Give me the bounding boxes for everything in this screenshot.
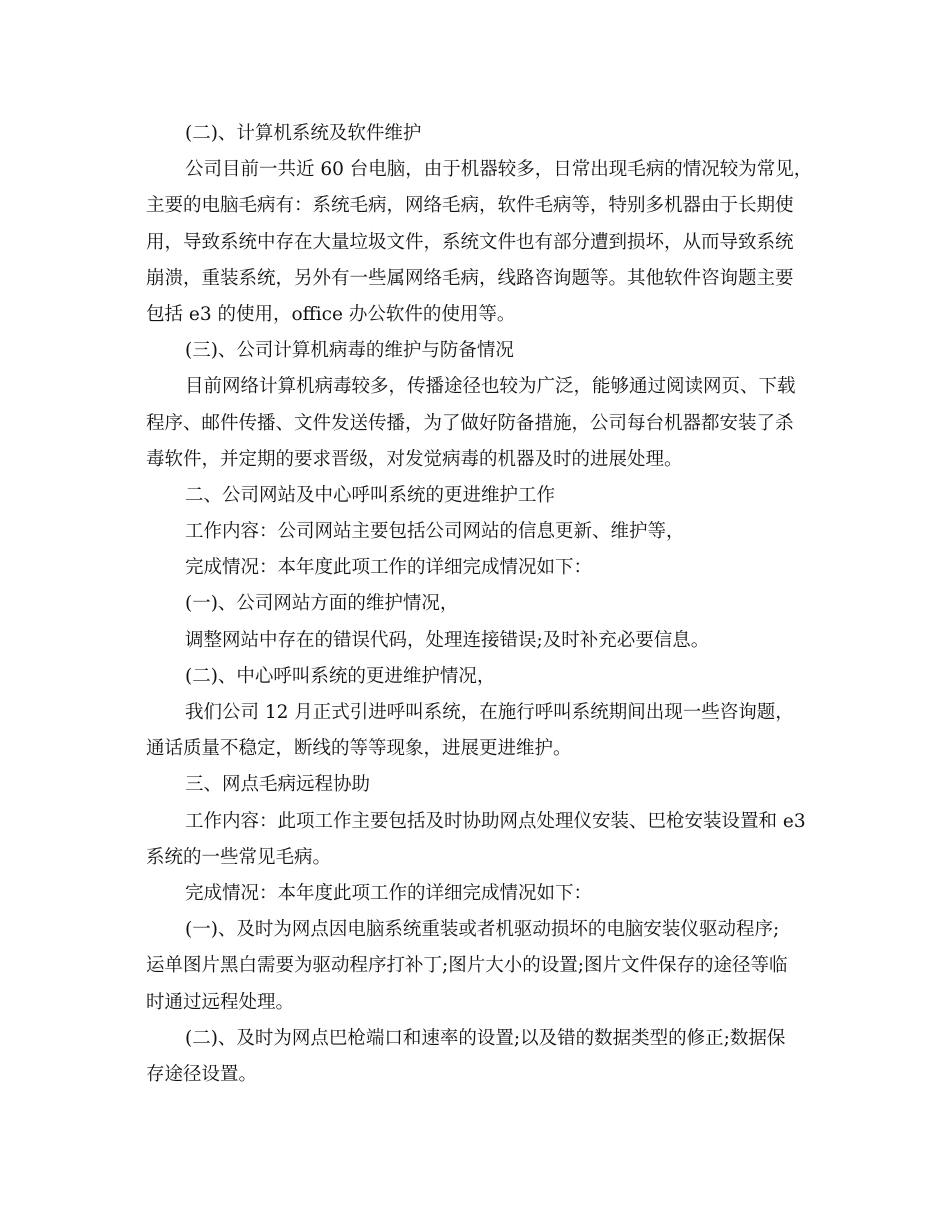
paragraph-line: 完成情况：本年度此项工作的详细完成情况如下： <box>185 557 593 579</box>
paragraph-line: 包括 e3 的使用，office 办公软件的使用等。 <box>146 303 516 325</box>
paragraph-line: 系统的一些常见毛病。 <box>146 846 332 868</box>
paragraph-line: 主要的电脑毛病有：系统毛病，网络毛病，软件毛病等，特别多机器由于长期使 <box>146 195 794 217</box>
paragraph-line: 工作内容：此项工作主要包括及时协助网点处理仪安装、巴枪安装设置和 e3 <box>185 810 806 832</box>
paragraph-line: 用，导致系统中存在大量垃圾文件，系统文件也有部分遭到损坏，从而导致系统 <box>146 231 794 253</box>
paragraph-line: 时通过远程处理。 <box>146 991 295 1013</box>
paragraph-line: 目前网络计算机病毒较多，传播途径也较为广泛，能够通过阅读网页、下载 <box>185 376 796 398</box>
paragraph-line: (二)、及时为网点巴枪端口和速率的设置;以及错的数据类型的修正;数据保 <box>185 1027 786 1049</box>
document-body <box>146 116 813 1093</box>
paragraph-line: (一)、及时为网点因电脑系统重装或者机驱动损坏的电脑安装仪驱动程序; <box>185 919 780 941</box>
paragraph-line: 公司目前一共近 60 台电脑，由于机器较多，日常出现毛病的情况较为常见， <box>185 159 813 181</box>
paragraph-line: 工作内容：公司网站主要包括公司网站的信息更新、维护等， <box>185 521 685 543</box>
section-heading: 二、公司网站及中心呼叫系统的更进维护工作 <box>185 484 556 506</box>
paragraph-line: 运单图片黑白需要为驱动程序打补丁;图片大小的设置;图片文件保存的途径等临 <box>146 955 788 977</box>
section-heading: (二)、计算机系统及软件维护 <box>185 123 422 144</box>
paragraph-line: 存途径设置。 <box>146 1063 258 1085</box>
paragraph-line: 崩溃，重装系统，另外有一些属网络毛病，线路咨询题等。其他软件咨询题主要 <box>146 267 794 289</box>
section-heading: (三)、公司计算机病毒的维护与防备情况 <box>185 340 514 362</box>
paragraph-line: 调整网站中存在的错误代码，处理连接错误;及时补充必要信息。 <box>185 629 710 651</box>
paragraph-line: 毒软件，并定期的要求晋级，对发觉病毒的机器及时的进展处理。 <box>146 448 683 470</box>
paragraph-line: 通话质量不稳定，断线的等等现象，进展更进维护。 <box>146 738 572 760</box>
paragraph-line: 完成情况：本年度此项工作的详细完成情况如下： <box>185 882 593 904</box>
paragraph-line: 我们公司 12 月正式引进呼叫系统，在施行呼叫系统期间出现一些咨询题， <box>185 702 794 723</box>
section-heading: 三、网点毛病远程协助 <box>185 774 371 796</box>
section-heading: (一)、公司网站方面的维护情况， <box>185 593 459 615</box>
section-heading: (二)、中心呼叫系统的更进维护情况， <box>185 665 496 687</box>
paragraph-line: 程序、邮件传播、文件发送传播，为了做好防备措施，公司每台机器都安装了杀 <box>146 412 794 434</box>
